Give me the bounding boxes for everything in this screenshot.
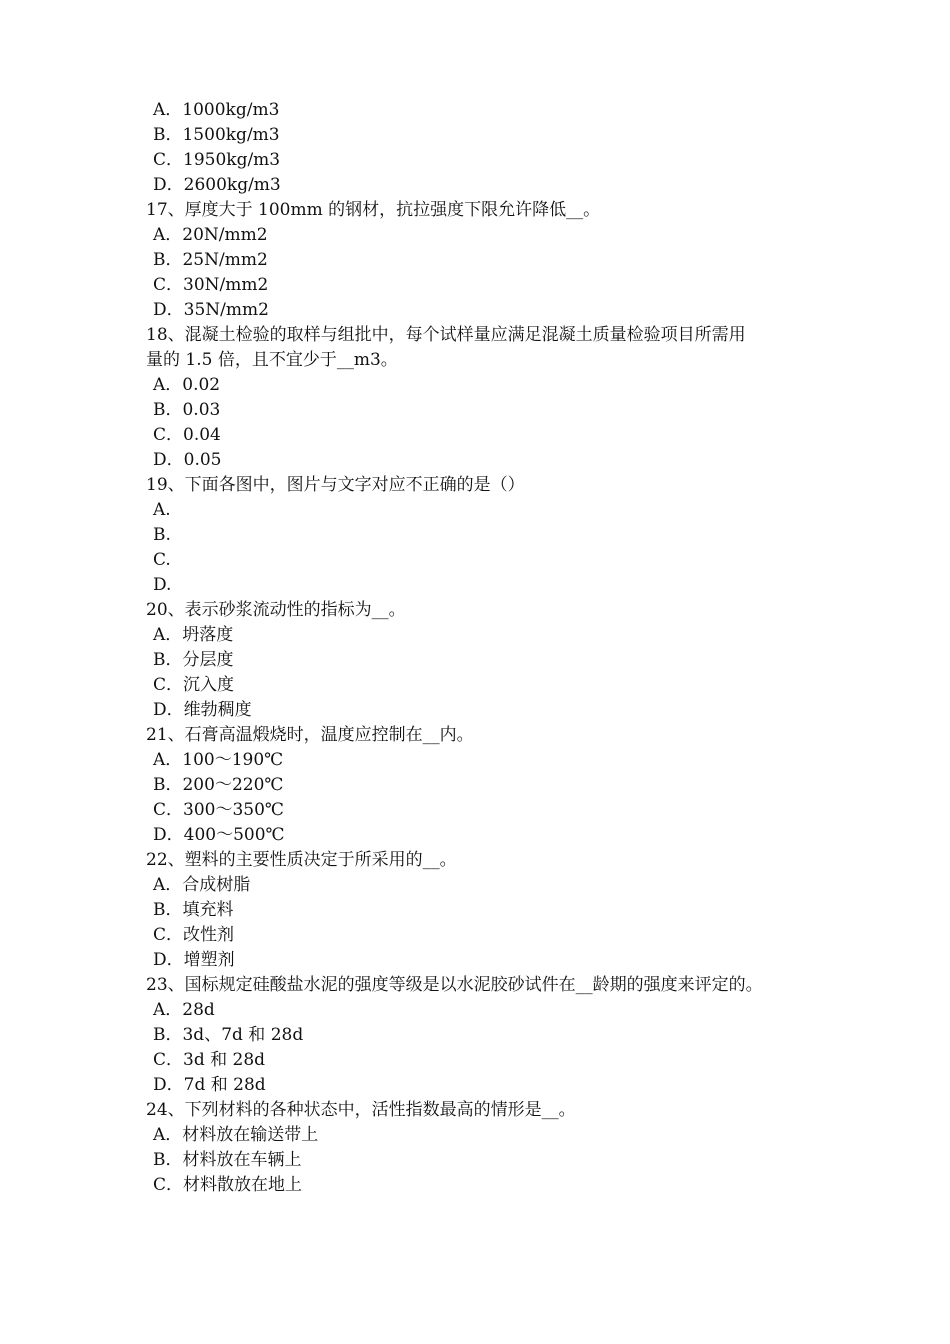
option-line: A．20N/mm2 <box>153 225 268 245</box>
option-line: C．1950kg/m3 <box>153 150 281 170</box>
option-line: C．300～350℃ <box>153 800 284 820</box>
option-line: B．分层度 <box>153 650 234 670</box>
option-line: B．25N/mm2 <box>153 250 268 270</box>
option-line: C．0.04 <box>153 425 221 445</box>
question-line: 24、下列材料的各种状态中，活性指数最高的情形是__。 <box>146 1100 576 1120</box>
question-line: 20、表示砂浆流动性的指标为__。 <box>146 600 406 620</box>
question-line: 19、下面各图中，图片与文字对应不正确的是（） <box>146 475 525 495</box>
question-line: 21、石膏高温煅烧时，温度应控制在__内。 <box>146 725 474 745</box>
option-line: B．材料放在车辆上 <box>153 1150 302 1170</box>
option-line: D．7d 和 28d <box>153 1075 266 1095</box>
question-line: 23、国标规定硅酸盐水泥的强度等级是以水泥胶砂试件在__龄期的强度来评定的。 <box>146 975 763 995</box>
option-line: A．坍落度 <box>153 625 234 645</box>
option-line: B. <box>153 525 171 545</box>
option-line: C．改性剂 <box>153 925 235 945</box>
option-line: B．200～220℃ <box>153 775 284 795</box>
option-line: B．0.03 <box>153 400 221 420</box>
option-line: A．1000kg/m3 <box>153 100 280 120</box>
option-line: C．沉入度 <box>153 675 235 695</box>
option-line: A．28d <box>153 1000 215 1020</box>
option-line: B．1500kg/m3 <box>153 125 280 145</box>
question-line: 量的 1.5 倍，且不宜少于__m3。 <box>146 350 398 370</box>
option-line: D．维勃稠度 <box>153 700 252 720</box>
option-line: A．合成树脂 <box>153 875 251 895</box>
option-line: A．100～190℃ <box>153 750 284 770</box>
option-line: C．材料散放在地上 <box>153 1175 303 1195</box>
option-line: D．35N/mm2 <box>153 300 269 320</box>
option-line: C. <box>153 550 171 570</box>
option-line: D. <box>153 575 172 595</box>
question-line: 18、混凝土检验的取样与组批中，每个试样量应满足混凝土质量检验项目所需用 <box>146 325 746 345</box>
option-line: C．30N/mm2 <box>153 275 269 295</box>
option-line: D．400～500℃ <box>153 825 285 845</box>
document-page <box>0 98 950 1198</box>
option-line: D．0.05 <box>153 450 222 470</box>
option-line: A．0.02 <box>153 375 221 395</box>
option-line: A．材料放在输送带上 <box>153 1125 319 1145</box>
option-line: D．增塑剂 <box>153 950 235 970</box>
option-line: C．3d 和 28d <box>153 1050 266 1070</box>
question-line: 17、厚度大于 100mm 的钢材，抗拉强度下限允许降低__。 <box>146 200 601 220</box>
option-line: B．填充料 <box>153 900 234 920</box>
option-line: B．3d、7d 和 28d <box>153 1025 304 1045</box>
option-line: D．2600kg/m3 <box>153 175 281 195</box>
question-line: 22、塑料的主要性质决定于所采用的__。 <box>146 850 457 870</box>
option-line: A. <box>153 500 171 520</box>
